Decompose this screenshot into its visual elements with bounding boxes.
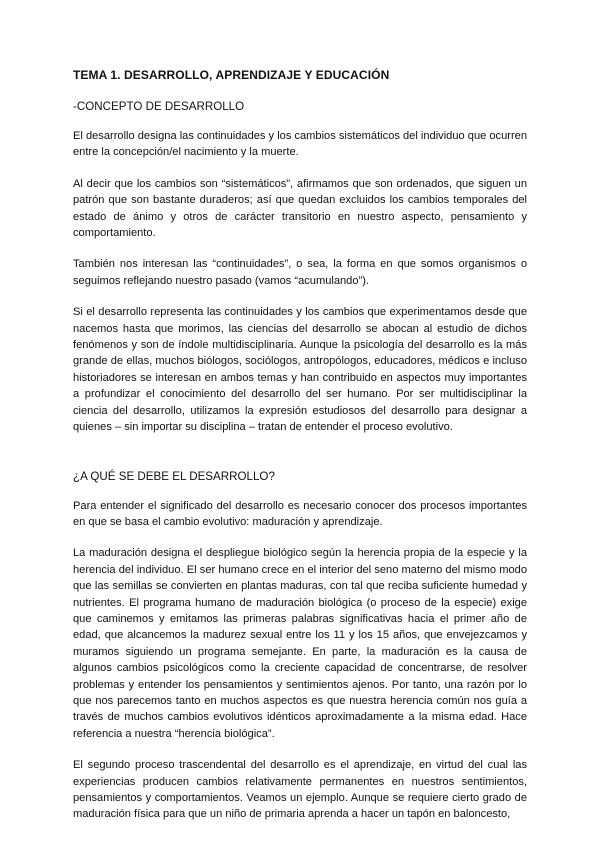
section-heading-concepto: -CONCEPTO DE DESARROLLO	[73, 100, 245, 113]
document-title: TEMA 1. DESARROLLO, APRENDIZAJE Y EDUCACIÓN	[73, 68, 390, 82]
paragraph: Al decir que los cambios son “sistemáticos”, afirmamos que son ordenados, que siguen un patrón que son bastante duraderos; así que quedan excluidos los cambios temporales del estado de ánimo y otros de carácter transitorio en nuestro aspecto, pensamiento y comportamiento.	[73, 177, 527, 240]
document-page	[73, 66, 527, 838]
paragraph: Si el desarrollo representa las continuidades y los cambios que experimentamos desde que nacemos hasta que morimos, las ciencias del desarrollo se abocan al estudio de dichos fenómenos y son de índole multidisciplinaria. Aunque la psicología del desarrollo es la más grande de ellas, muchos biólogos, sociólogos, antropólogos, educadores, médicos e incluso historiadores se interesan en ambos temas y han contribuido en aspectos muy importantes a profundizar el conocimiento del desarrollo del ser humano. Por ser multidisciplinar la ciencia del desarrollo, utilizamos la expresión estudiosos del desarrollo para designar a quienes – sin importar su disciplina – tratan de entender el proceso evolutivo.	[73, 306, 527, 434]
paragraph: La maduración designa el despliegue biológico según la herencia propia de la especie y la herencia del individuo. El ser humano crece en el interior del seno materno del mismo modo que las semillas se convierten en plantas maduras, con tal que reciba suficiente humedad y nutrientes. El programa humano de maduración biológica (o proceso de la especie) exige que caminemos y emitamos las primeras palabras significativas hacia el primer año de edad, que alcancemos la madurez sexual entre los 11 y los 15 años, que envejezcamos y muramos siguiendo un programa semejante. En parte, la maduración es la causa de algunos cambios psicológicos como la creciente capacidad de concentrarse, de resolver problemas y entender los pensamientos y sentimientos ajenos. Por tanto, una razón por lo que nos parecemos tanto en muchos aspectos es que nuestra herencia común nos guía a través de muchos cambios evolutivos idénticos aproximadamente a la misma edad. Hace referencia a nuestra “herencia biológica”.	[73, 547, 527, 740]
paragraph: También nos interesan las “continuidades”, o sea, la forma en que somos organismos o seguimos reflejando nuestro pasado (vamos “acumulando”).	[73, 258, 527, 287]
section-heading-causas: ¿A QUÉ SE DEBE EL DESARROLLO?	[73, 469, 275, 483]
paragraph: El segundo proceso trascendental del desarrollo es el aprendizaje, en virtud del cual las experiencias producen cambios relativamente permanentes en nuestros sentimientos, pensamientos y comportamientos. Veamos un ejemplo. Aunque se requiere cierto grado de maduración física para que un niño de primaria aprenda a hacer un tapón en baloncesto,	[73, 759, 527, 821]
paragraph: El desarrollo designa las continuidades y los cambios sistemáticos del individuo que ocurren entre la concepción/el nacimiento y la muerte.	[73, 130, 527, 159]
paragraph: Para entender el significado del desarrollo es necesario conocer dos procesos importantes en que se basa el cambio evolutivo: maduración y aprendizaje.	[73, 499, 527, 528]
